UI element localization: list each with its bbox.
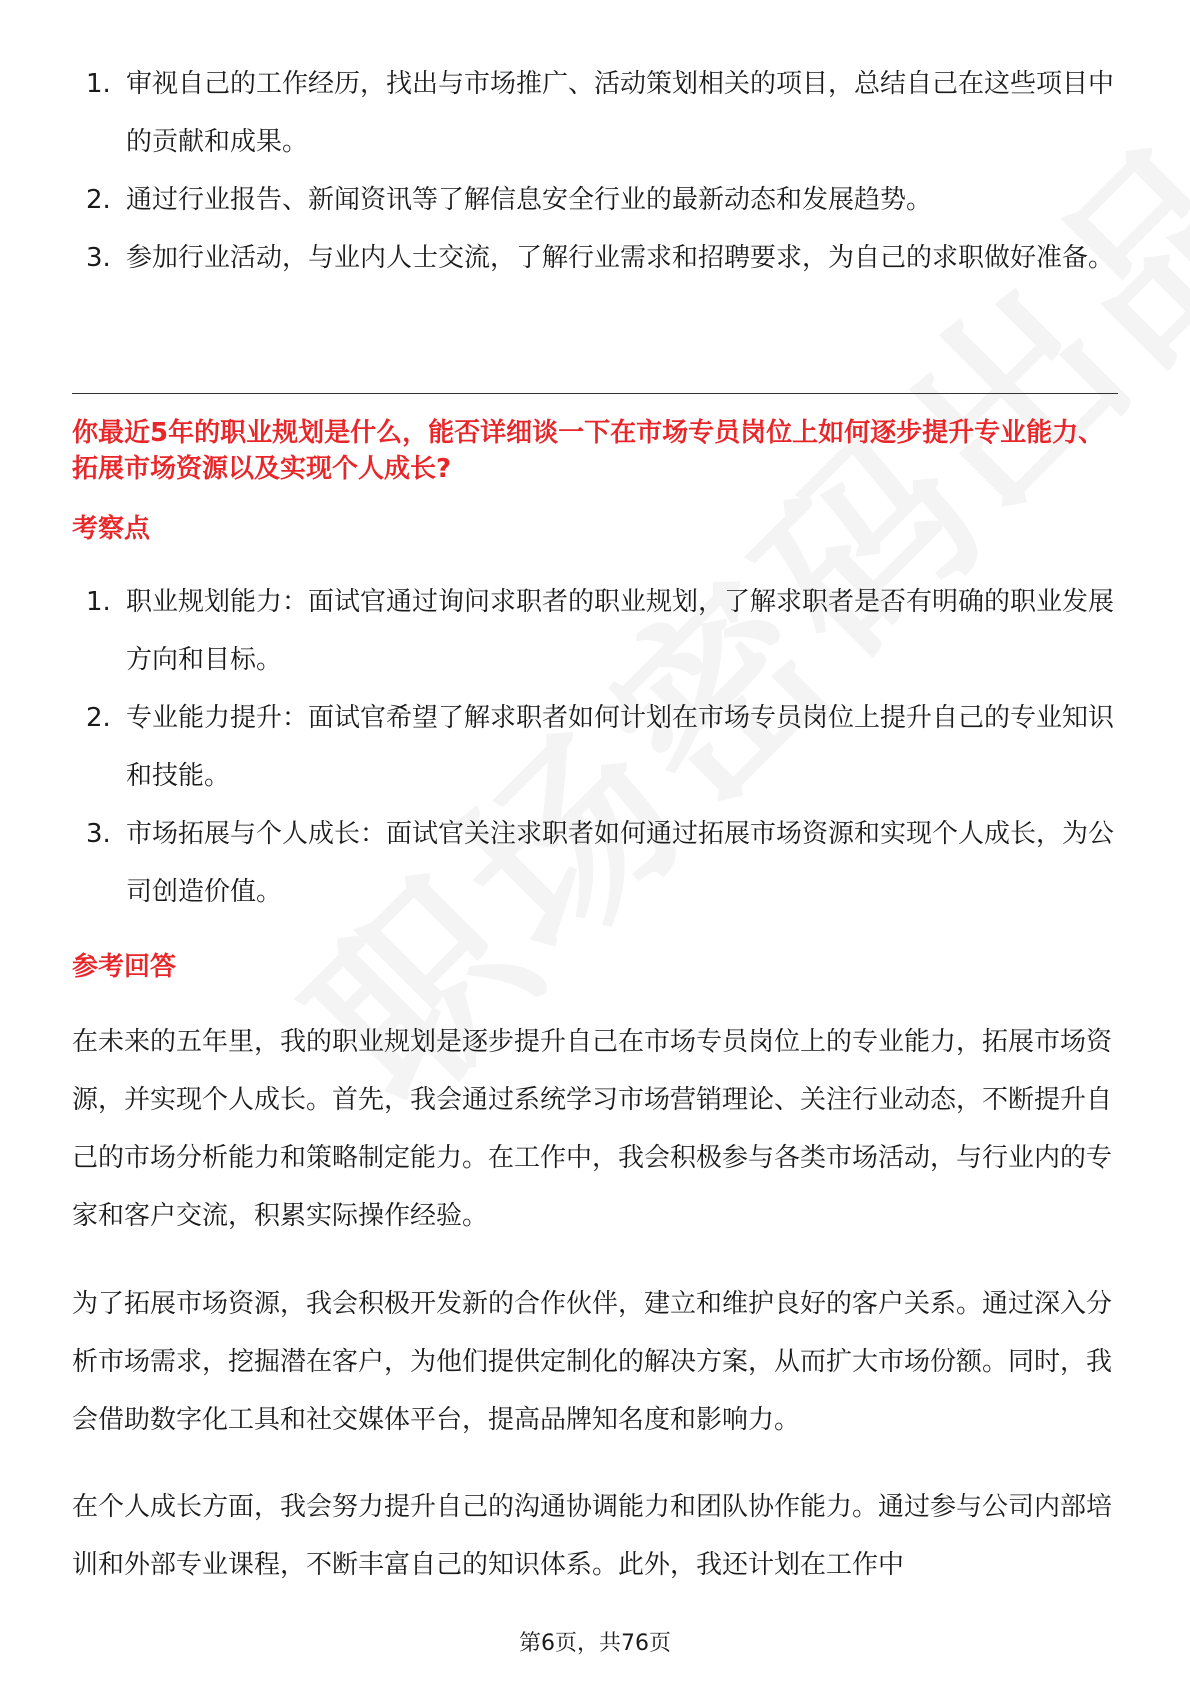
prep-list — [86, 55, 1116, 287]
list-item: 3. 参加行业活动，与业内人士交流，了解行业需求和招聘要求，为自己的求职做好准备。 — [86, 243, 1115, 273]
answer-paragraph: 在未来的五年里，我的职业规划是逐步提升自己在市场专员岗位上的专业能力，拓展市场资源，并实现个人成长。首先，我会通过系统学习市场营销理论、关注行业动态，不断提升自己的市场分析能力和策略制定能力。在工作中，我会积极参与各类市场活动，与行业内的专家和客户交流，积累实际操作经验。 — [72, 1027, 1113, 1231]
answer-heading: 参考回答 — [72, 952, 177, 982]
list-item: 1. 审视自己的工作经历，找出与市场推广、活动策划相关的项目，总结自己在这些项目中的贡献和成果。 — [86, 69, 1115, 157]
list-item-text: 职业规划能力：面试官通过询问求职者的职业规划，了解求职者是否有明确的职业发展方向和目标。 — [126, 587, 1115, 675]
answer-paragraph: 在个人成长方面，我会努力提升自己的沟通协调能力和团队协作能力。通过参与公司内部培训和外部专业课程，不断丰富自己的知识体系。此外，我还计划在工作中 — [72, 1492, 1113, 1580]
answer-paragraph: 为了拓展市场资源，我会积极开发新的合作伙伴，建立和维护良好的客户关系。通过深入分析市场需求，挖掘潜在客户，为他们提供定制化的解决方案，从而扩大市场份额。同时，我会借助数字化工具和社交媒体平台，提高品牌知名度和影响力。 — [72, 1289, 1113, 1435]
list-item-text: 参加行业活动，与业内人士交流，了解行业需求和招聘要求，为自己的求职做好准备。 — [126, 243, 1115, 273]
list-item-text: 专业能力提升：面试官希望了解求职者如何计划在市场专员岗位上提升自己的专业知识和技能。 — [126, 703, 1115, 791]
list-item-text: 通过行业报告、新闻资讯等了解信息安全行业的最新动态和发展趋势。 — [126, 185, 933, 215]
list-item: 1. 职业规划能力：面试官通过询问求职者的职业规划，了解求职者是否有明确的职业发展方向和目标。 — [86, 587, 1115, 675]
list-item-text: 审视自己的工作经历，找出与市场推广、活动策划相关的项目，总结自己在这些项目中的贡献和成果。 — [126, 69, 1115, 157]
page-footer: 第6页，共76页 — [519, 1631, 671, 1656]
list-item: 3. 市场拓展与个人成长：面试官关注求职者如何通过拓展市场资源和实现个人成长，为公司创造价值。 — [86, 819, 1115, 907]
points-list — [86, 573, 1116, 921]
list-item-text: 市场拓展与个人成长：面试官关注求职者如何通过拓展市场资源和实现个人成长，为公司创造价值。 — [126, 819, 1115, 907]
interview-question: 你最近5年的职业规划是什么，能否详细谈一下在市场专员岗位上如何逐步提升专业能力、拓展市场资源以及实现个人成长? — [72, 418, 1105, 484]
list-item: 2. 专业能力提升：面试官希望了解求职者如何计划在市场专员岗位上提升自己的专业知识和技能。 — [86, 703, 1115, 791]
points-heading: 考察点 — [72, 514, 151, 544]
section-divider — [72, 393, 1118, 394]
list-item: 2. 通过行业报告、新闻资讯等了解信息安全行业的最新动态和发展趋势。 — [86, 185, 933, 215]
